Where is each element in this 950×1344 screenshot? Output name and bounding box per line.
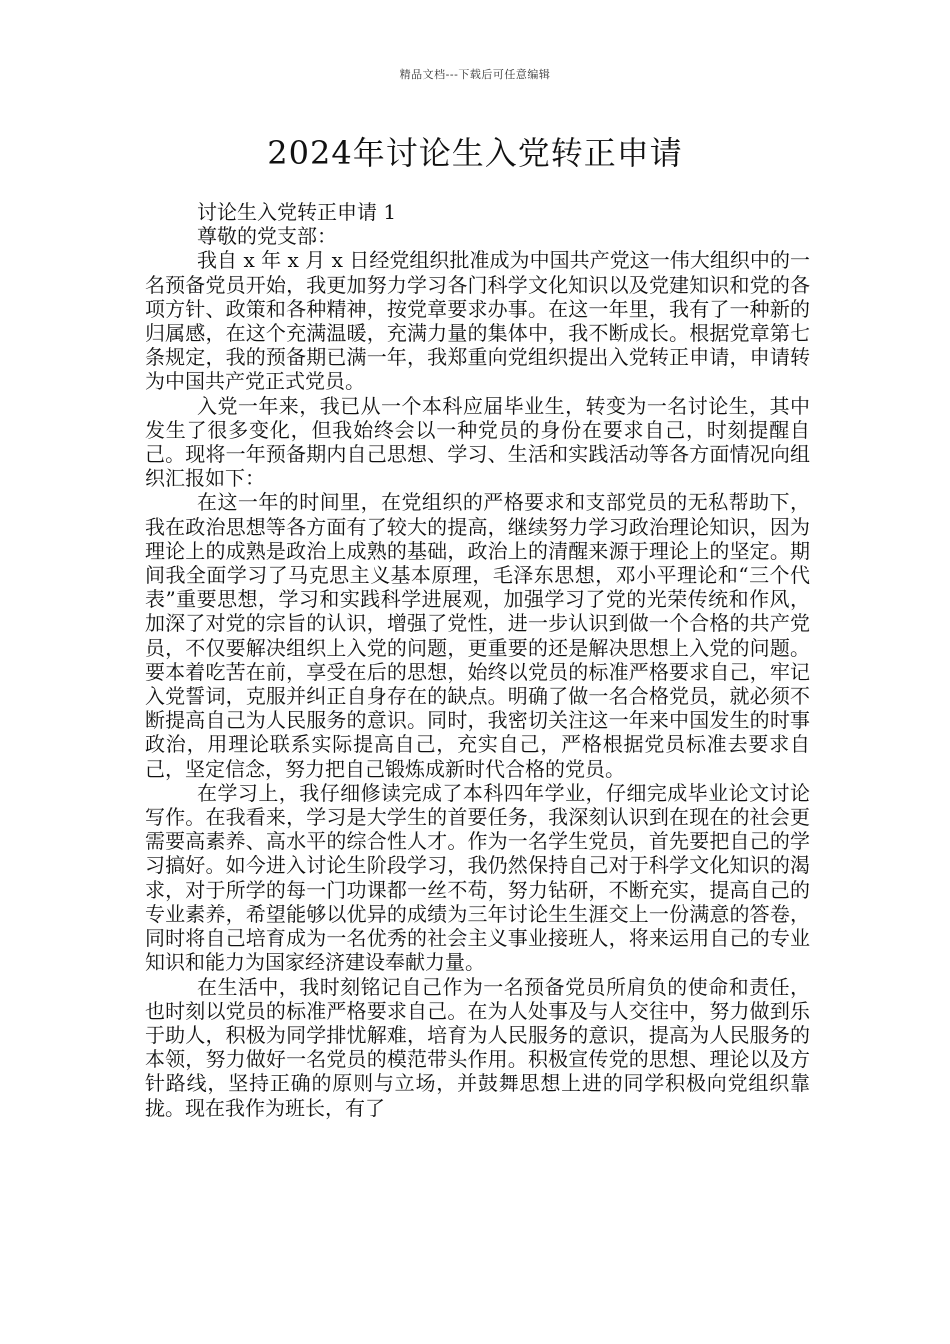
header-note: 精品文档---下载后可任意编辑 xyxy=(399,68,551,81)
salutation: 尊敬的党支部： xyxy=(197,224,337,249)
paragraph-4: 在学习上，我仔细修读完成了本科四年学业，仔细完成毕业论文讨论写作。在我看来，学习是大学生的首要任务，我深刻认识到在现在的社会更需要高素养、高水平的综合性人才。作为一名学生党员，首先要把自己的学习搞好。如今进入讨论生阶段学习，我仍然保持自己对于科学文化知识的渴求，对于所学的每一门功课都一丝不苟，努力钻研，不断充实，提高自己的专业素养，希望能够以优异的成绩为三年讨论生生涯交上一份满意的答卷，同时将自己培育成为一名优秀的社会主义事业接班人，将来运用自己的专业知识和能力为国家经济建设奉献力量。 xyxy=(145,780,810,975)
paragraph-5: 在生活中，我时刻铭记自己作为一名预备党员所肩负的使命和责任，也时刻以党员的标准严格要求自己。在为人处事及与人交往中，努力做到乐于助人，积极为同学排忧解难，培育为人民服务的意识，提高为人民服务的本领，努力做好一名党员的模范带头作用。积极宣传党的思想、理论以及方针路线，坚持正确的原则与立场，并鼓舞思想上进的同学积极向党组织靠拢。现在我作为班长，有了 xyxy=(145,974,810,1120)
paragraph-3: 在这一年的时间里，在党组织的严格要求和支部党员的无私帮助下，我在政治思想等各方面有了较大的提高，继续努力学习政治理论知识，因为理论上的成熟是政治上成熟的基础，政治上的清醒来源于理论上的坚定。期间我全面学习了马克思主义基本原理，毛泽东思想，邓小平理论和“三个代表”重要思想，学习和实践科学进展观，加强学习了党的光荣传统和作风，加深了对党的宗旨的认识，增强了党性，进一步认识到做一个合格的共产党员，不仅要解决组织上入党的问题，更重要的还是解决思想上入党的问题。要本着吃苦在前，享受在后的思想，始终以党员的标准严格要求自己，牢记入党誓词，克服并纠正自身存在的缺点。明确了做一名合格党员，就必须不断提高自己为人民服务的意识。同时，我密切关注这一年来中国发生的时事政治，用理论联系实际提高自己，充实自己，严格根据党员标准去要求自己，坚定信念，努力把自己锻炼成新时代合格的党员。 xyxy=(145,490,810,781)
paragraph-1: 我自 x 年 x 月 x 日经党组织批准成为中国共产党这一伟大组织中的一名预备党员开始，我更加努力学习各门科学文化知识以及党建知识和党的各项方针、政策和各种精神，按党章要求办事。在这一年里，我有了一种新的归属感，在这个充满温暖，充满力量的集体中，我不断成长。根据党章第七条规定，我的预备期已满一年，我郑重向党组织提出入党转正申请，申请转为中国共产党正式党员。 xyxy=(145,248,810,394)
document-body xyxy=(145,200,810,1120)
paragraph-2: 入党一年来，我已从一个本科应届毕业生，转变为一名讨论生，其中发生了很多变化，但我始终会以一种党员的身份在要求自己，时刻提醒自己。现将一年预备期内自己思想、学习、生活和实践活动等各方面情况向组织汇报如下： xyxy=(145,393,810,491)
document-subtitle: 讨论生入党转正申请 1 xyxy=(197,200,397,224)
page-title: 2024年讨论生入党转正申请 xyxy=(267,134,683,172)
